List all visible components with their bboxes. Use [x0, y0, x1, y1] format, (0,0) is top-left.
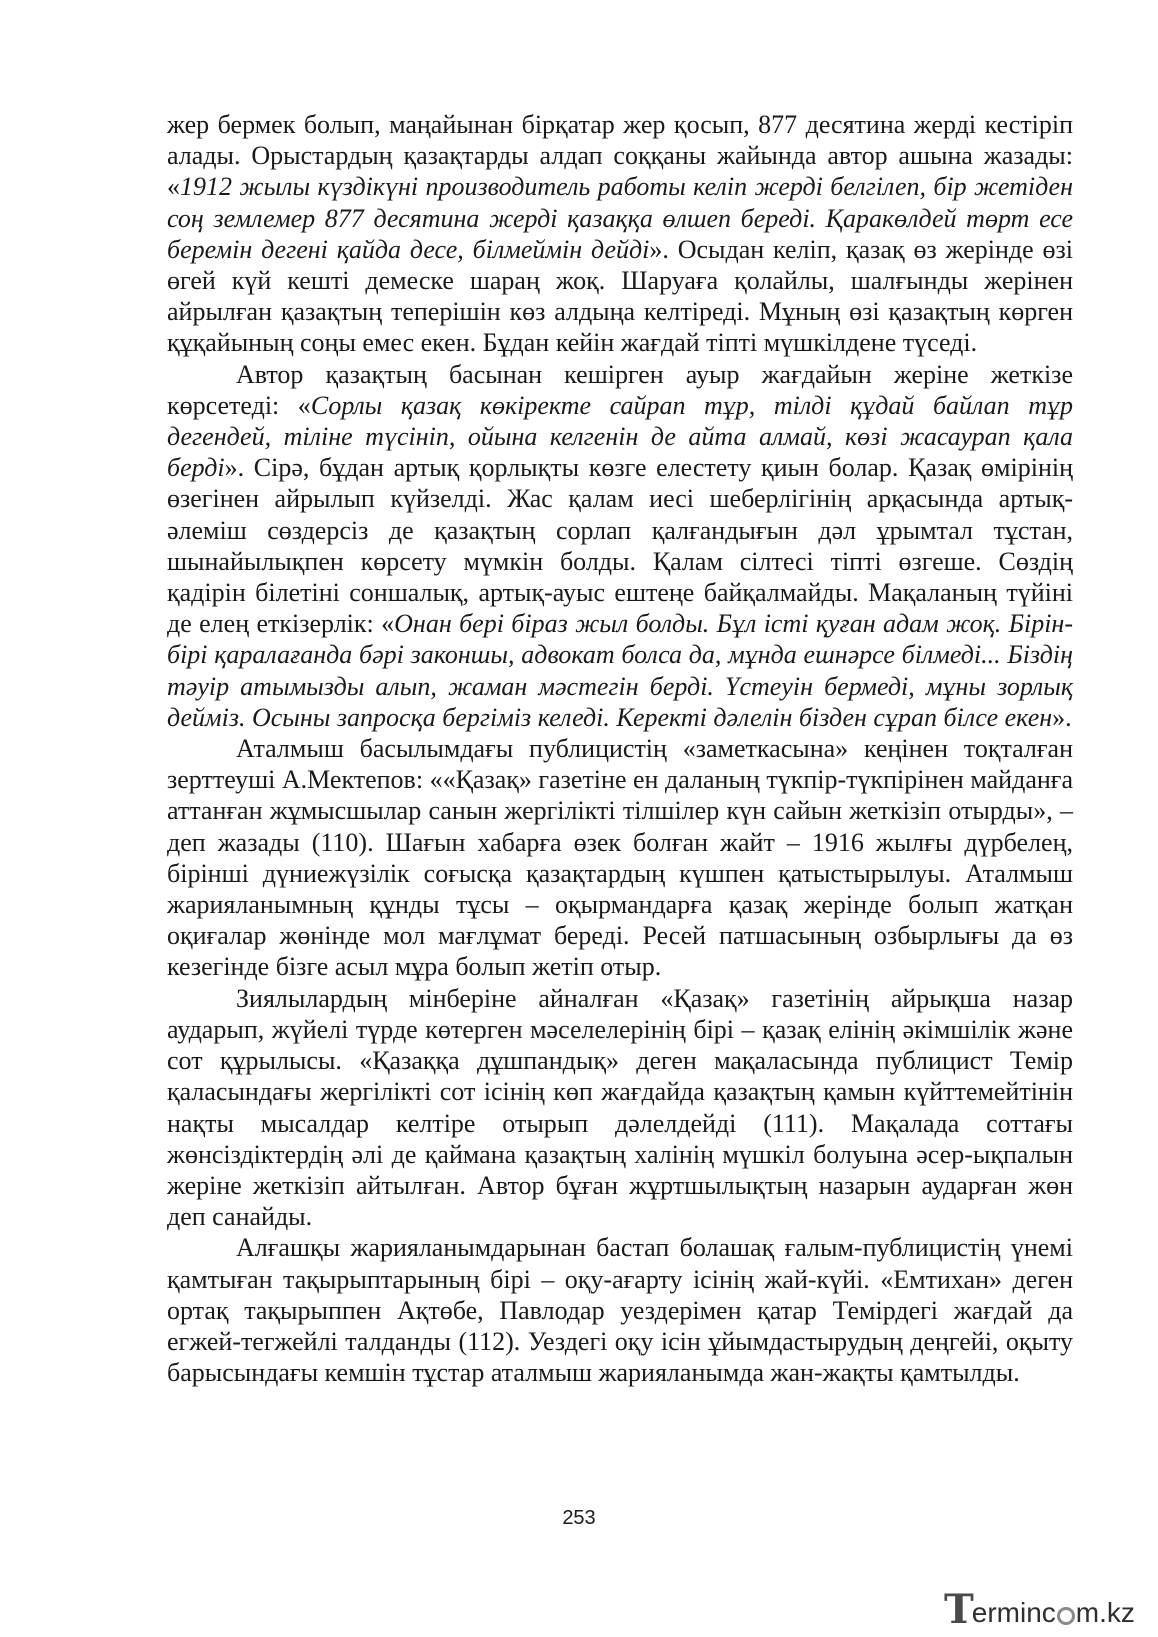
text-run: ». Осыдан келіп, қазақ өз жерінде өзі өгей күй кешті демеске шараң жоқ. Шаруаға қолайлы, шалғынды жерінен айрылған қазақтың теперішін көз алдыңа келтіреді. Мұның өзі қазақтың көрген құқайының соңы емес екен. Бұдан кейін жағдай тіпті мүшкілдене түседі.: [167, 234, 1073, 358]
logo-text-part: erminc: [971, 1597, 1056, 1628]
page-number: 253: [562, 1507, 596, 1529]
text-run: Автор қазақтың басынан кешірген ауыр жағдайын жеріне жеткізе көрсетеді: «: [167, 359, 1073, 420]
document-body: [167, 109, 1073, 1388]
watermark-logo: [944, 1586, 1135, 1633]
text-run: Алғашқы жарияланымдарынан бастап болашақ ғалым-публицистің үнемі қамтыған тақырыптарының бірі – оқу-ағарту ісінің жай-күйі. «Емтихан» деген ортақ тақырыппен Ақтөбе, Павлодар уездерімен қатар Темірдегі жағдай да егжей-тегжейлі талданды (112). Уездегі оқу ісін ұйымдастырудың деңгейі, оқыту барысындағы кемшін тұстар аталмыш жарияланымда жан-жақты қамтылды.: [167, 1233, 1073, 1388]
paragraph-5: [167, 1232, 1073, 1388]
text-run: Зиялылардың мінберіне айналған «Қазақ» газетінің айрықша назар аударып, жүйелі түрде көтерген мәселелерінің бірі – қазақ елінің әкімшілік және сот құрылысы. «Қазаққа дұшпандық» деген мақаласында публицист Темір қаласындағы жергілікті сот ісінің көп жағдайда қазақтың қамын күйттемейтінін нақты мысалдар келтіре отырып дәлелдейді (111). Мақалада соттағы жөнсіздіктердің әлі де қаймана қазақтың халінің мүшкіл болуына әсер-ықпалын жеріне жеткізіп айтылған. Автор бұған жұртшылықтың назарын аударған жөн деп санайды.: [167, 983, 1073, 1232]
text-run: ».: [1052, 702, 1072, 732]
quoted-text-italic: Онан бері біраз жыл болды. Бұл істі қуған адам жоқ. Бірін-бірі қаралағанда бәрі законшы, адвокат болса да, мұнда ешнәрсе білмеді... Біздің тәуір атымызды алып, жаман мәстегін берді. Үстеуін бермеді, мұны зорлық дейміз. Осыны запросқа бергіміз келеді. Керекті дәлелін бізден сұрап білсе екен: [167, 609, 1073, 732]
text-run: ». Сірә, бұдан артық қорлықты көзге елестету қиын болар. Қазақ өмірінің өзегінен айрылып күйзелді. Жас қалам иесі шеберлігінің арқасында артық-әлеміш сөздерсіз де қазақтың сорлап қалғандығын дәл ұрымтал тұстан, шынайылықпен көрсету мүмкін болды. Қалам сілтесі тіпті өзгеше. Сөздің қадірін білетіні соншалық, артық-ауыс ештеңе байқалмайды. Мақаланың түйіні де елең еткізерлік: «: [167, 453, 1073, 639]
logo-circle-icon: [1057, 1607, 1075, 1625]
text-run: жер бермек болып, маңайынан бірқатар жер қосып, 877 десятина жерді кестіріп алады. Орыстардың қазақтарды алдап соққаны жайында автор ашына жазады: «: [167, 110, 1073, 202]
paragraph-1: [167, 109, 1073, 359]
paragraph-4: [167, 983, 1073, 1233]
logo-text-domain: m.kz: [1075, 1597, 1135, 1628]
termincom-logo: [944, 1586, 1135, 1633]
quoted-text-italic: 1912 жылы күздікүні производитель работы келіп жерді белгілеп, бір жетіден соң землемер 877 десятина жерді қазаққа өлшеп береді. Қаракөлдей төрт есе беремін дегені қайда десе, білмеймін дейді: [167, 172, 1073, 264]
paragraph-3: [167, 733, 1073, 983]
text-run: Аталмыш басылымдағы публицистің «заметкасына» кеңінен тоқталған зерттеуші А.Мектепов: ««Қазақ» газетіне ен даланың түкпір-түкпірінен майданға аттанған жұмысшылар санын жергілікті тілшілер күн сайын жеткізіп отырды», – деп жазады (110). Шағын хабарға өзек болған жайт – 1916 жылғы дүрбелең, бірінші дүниежүзілік соғысқа қазақтардың күшпен қатыстырылуы. Аталмыш жарияланымның құнды тұсы – оқырмандарға қазақ жерінде болып жатқан оқиғалар жөнінде мол мағлұмат береді. Ресей патшасының озбырлығы да өз кезегінде бізге асыл мұра болып жетіп отыр.: [167, 734, 1073, 982]
paragraph-2: [167, 359, 1073, 733]
logo-letter-t: T: [944, 1586, 972, 1633]
quoted-text-italic: Сорлы қазақ көкіректе сайрап тұр, тілді құдай байлап тұр дегендей, тіліне түсініп, ойына келгенін де айта алмай, көзі жасаурап қала берді: [167, 390, 1074, 483]
